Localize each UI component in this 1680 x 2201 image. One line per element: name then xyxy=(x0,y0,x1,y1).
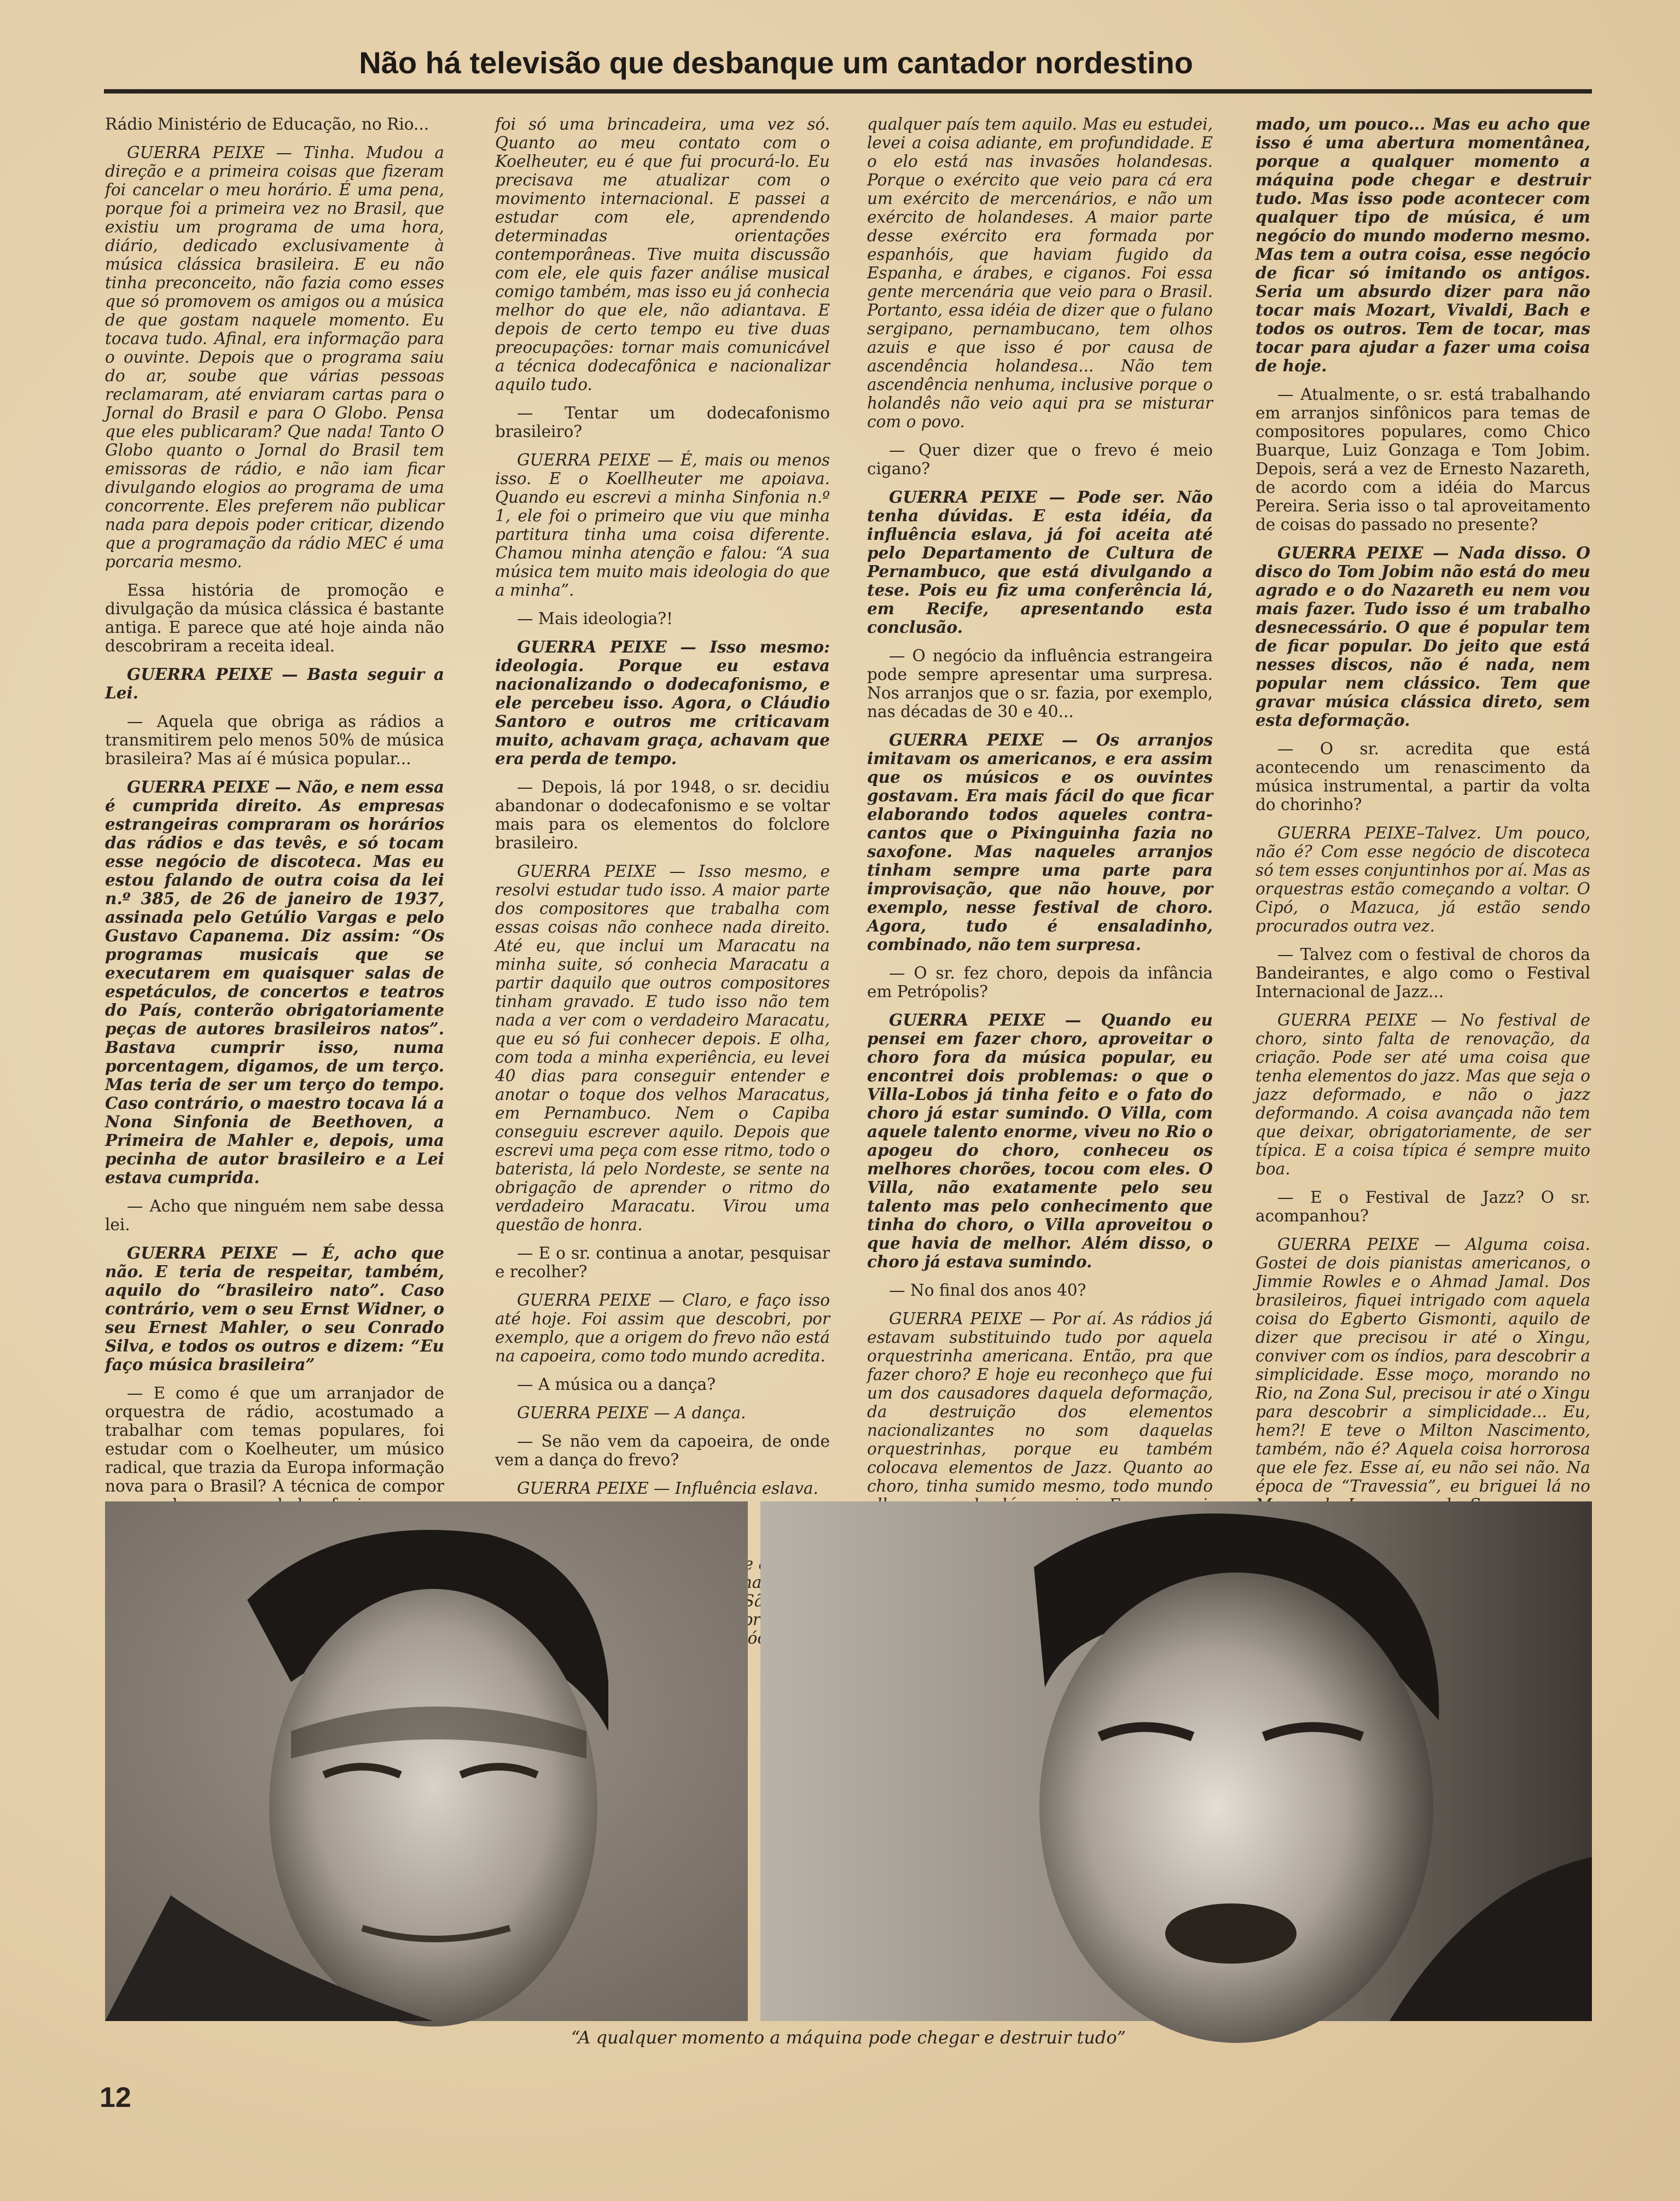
text-column-3 xyxy=(867,115,1213,1495)
paragraph: — Depois, lá por 1948, o sr. decidiu abandonar o dodecafonismo e se voltar mais para os elementos do folclore brasileiro. xyxy=(495,778,830,852)
paragraph: GUERRA PEIXE — Os arranjos imitavam os americanos, e era assim que os músicos e os ouvintes gostavam. Era mais fácil do que ficar elaborando todos aqueles contra-cantos que o Pixinguinha fazia no saxofone. Mas naqueles arranjos tinham sempre uma parte para improvisação, que não houve, por exemplo, nesse festival de choro. Agora, tudo é ensaladinho, combinado, não tem surpresa. xyxy=(867,730,1213,954)
paragraph: GUERRA PEIXE — Influência eslava. xyxy=(517,1479,818,1498)
paragraph: na São negócio xyxy=(717,1573,782,1647)
paragraph: mado, um pouco... Mas eu acho que isso é uma abertura momentânea, porque a qualquer momento a máquina pode chegar e destruir tudo. Mas isso pode acontecer com qualquer tipo de música, é um negócio do mundo moderno mesmo. Mas tem a outra coisa, esse negócio de ficar só imitando os antigos. Seria um absurdo dizer para não tocar mais Mozart, Vivaldi, Bach e todos os outros. Tem de tocar, mas tocar para ajudar a fazer uma coisa de hoje. xyxy=(1255,114,1590,375)
paragraph: — Atualmente, o sr. está trabalhando em arranjos sinfônicos para temas de compositores populares, como Chico Buarque, Luiz Gonzaga e Tom Jobim. Depois, será a vez de Ernesto Nazareth, de acordo com a idéia do Marcus Pereira. Seria isso o tal aproveitamento de coisas do passado no presente? xyxy=(1255,385,1590,534)
paragraph: GUERRA PEIXE — Não, e nem essa é cumprida direito. As empresas estrangeiras compraram os horários das rádios e das tevês, e só tocam esse negócio de discoteca. Mas eu estou falando de outra coisa da lei n.º 385, de 26 de janeiro de 1937, assinada pelo Getúlio Vargas e pelo Gustavo Capanema. Diz assim: “Os programas musicais que se executarem em quaisquer salas de espetáculos, de concertos e teatros do País, conterão obrigatoriamente peças de autores brasileiros natos”. Bastava cumprir isso, numa porcentagem, digamos, de um terço. Mas teria de ser um terço do tempo. Caso contrário, o maestro tocava lá a Nona Sinfonia de Beethoven, a Primeira de Mahler e, depois, uma pecinha de autor brasileiro e a Lei estava cumprida. xyxy=(105,777,444,1187)
paragraph: GUERRA PEIXE — É, mais ou menos isso. E o Koellheuter me apoiava. Quando eu escrevi a minha Sinfonia n.º 1, ele foi o primeiro que viu que minha partitura tinha uma coisa diferente. Chamou minha atenção e falou: “A sua música tem muito mais ideologia do que a minha”. xyxy=(495,451,830,599)
paragraph: GUERRA PEIXE — Isso mesmo, e resolvi estudar tudo isso. A maior parte dos compositores que trabalha com essas coisas não conhece nada direito. Até eu, que inclui um Maracatu na minha suite, só conhecia Maracatu a partir daquilo que outros compositores tinham gravado. E tudo isso não tem nada a ver com o verdadeiro Maracatu, que eu só fui conhecer depois. E olha, com toda a minha experiência, eu levei 40 dias para conseguir entender e anotar o toque dos velhos Maracatus, em Pernambuco. Nem o Capiba conseguiu escrever aquilo. Depois que escrevi uma peça com esse ritmo, todo o baterista, lá pelo Nordeste, se sente na obrigação de aprender o ritmo do verdadeiro Maracatu. Virou uma questão de honra. xyxy=(495,862,830,1234)
text-column-2 xyxy=(495,115,830,1647)
paragraph: — E como é que um arranjador de orquestra de rádio, acostumado a trabalhar com temas populares, foi estudar com o Koelheuter, um músico radical, que trazia da Europa informação nova para o Brasil? A técnica de compor xyxy=(105,1384,444,1495)
paragraph: Rádio Ministério de Educação, no Rio... xyxy=(105,115,429,133)
paragraph: GUERRA PEIXE — A dança. xyxy=(517,1404,746,1422)
paragraph: — O sr. fez choro, depois da infância em Petrópolis? xyxy=(867,964,1213,1001)
paragraph: GUERRA PEIXE — No festival de choro, sinto falta de renovação, da criação. Pode ser até uma coisa que tenha elementos do jazz. Mas que seja o jazz deformado, e não o jazz deformando. A coisa avançada não tem que deixar, obrigatoriamente, de ser típica. E a coisa típica é sempre muito boa. xyxy=(1255,1011,1590,1178)
paragraph: GUERRA PEIXE — Quando eu pensei em fazer choro, aproveitar o choro fora da música popular, eu encontrei dois problemas: o que o Villa-Lobos já tinha feito e o fato do choro já estar sumindo. O Villa, com aquele talento enorme, viveu no Rio o apogeu do choro, conheceu os melhores chorões, tocou com eles. O Villa, não exatamente pelo seu talento mas pelo conhecimento que tinha do choro, o Villa aproveitou o que havia de melhor. Além disso, o choro já estava sumindo. xyxy=(867,1010,1213,1271)
paragraph: — No final dos anos 40? xyxy=(889,1281,1086,1300)
photo-caption: “A qualquer momento a máquina pode chegar e destruir tudo” xyxy=(571,2027,1126,2048)
paragraph: — Quer dizer que o frevo é meio cigano? xyxy=(867,441,1213,478)
paragraph: — Se não vem da capoeira, de onde vem a dança do frevo? xyxy=(495,1432,830,1469)
paragraph: GUERRA PEIXE — Pode ser. Não tenha dúvidas. E esta idéia, da influência eslava, já foi aceita até pelo Departamento de Cultura de Pernambuco, que está divulgando a tese. Pois eu fiz uma conferência lá, em Recife, apresentando esta conclusão. xyxy=(867,487,1213,637)
paragraph: — Mais ideologia?! xyxy=(517,609,673,628)
paragraph: — Talvez com o festival de choros da Bandeirantes, e algo como o Festival Internacional de Jazz... xyxy=(1255,945,1590,1001)
paragraph: foi só uma brincadeira, uma vez só. Quanto ao meu contato com o Koelheuter, eu é que fui procurá-lo. Eu precisava me atualizar com o movimento internacional. E passei a estudar com ele, aprendendo determinadas orientações contemporâneas. Tive muita discussão com ele, ele quis fazer análise musical comigo também, mas isso eu já conhecia melhor do que ele, não adiantava. E depois de certo tempo eu tive duas preocupações: tornar mais comunicável a técnica dodecafônica e nacionalizar aquilo tudo. xyxy=(495,115,830,394)
paragraph: GUERRA PEIXE — Nada disso. O disco do Tom Jobim não está do meu agrado e o do Nazareth eu nem vou mais fazer. Tudo isso é um trabalho desnecessário. O que é popular tem de ficar popular. Do jeito que está nesses discos, não é nada, nem popular nem clássico. Tem que gravar música clássica direto, sem esta deformação. xyxy=(1255,543,1590,730)
photo-portrait-right xyxy=(760,1501,1592,2021)
paragraph: — E o sr. continua a anotar, pesquisar e recolher? xyxy=(495,1244,830,1281)
paragraph: GUERRA PEIXE — Claro, e faço isso até hoje. Foi assim que descobri, por exemplo, que a origem do frevo não está na capoeira, como todo mundo acredita. xyxy=(495,1291,830,1365)
photo-portrait-left xyxy=(105,1501,748,2021)
page-number: 12 xyxy=(100,2082,131,2113)
title-rule xyxy=(104,89,1592,94)
text-column-1 xyxy=(105,115,444,1495)
paragraph: Essa história de promoção e divulgação da música clássica é bastante antiga. E parece que até hoje ainda não descobriram a receita ideal. xyxy=(105,581,444,655)
paragraph: — A música ou a dança? xyxy=(517,1375,716,1394)
paragraph: — E o Festival de Jazz? O sr. acompanhou? xyxy=(1255,1188,1590,1225)
paragraph: — O sr. acredita que está acontecendo um renascimento da música instrumental, a partir da volta do chorinho? xyxy=(1255,740,1590,814)
paragraph: GUERRA PEIXE — Isso mesmo: ideologia. Porque eu estava nacionalizando o dodecafonismo, e ele percebeu isso. Agora, o Cláudio Santoro e outros me criticavam muito, achavam graça, achavam que era perda de tempo. xyxy=(495,637,830,768)
paragraph: GUERRA PEIXE–Talvez. Um pouco, não é? Com esse negócio de discoteca só tem esses conjuntinhos por aí. Mas as orquestras estão começando a voltar. O Cipó, o Mazuca, já estão sendo procurados outra vez. xyxy=(1255,824,1590,935)
article-title: Não há televisão que desbanque um cantador nordestino xyxy=(359,45,1193,80)
paragraph: GUERRA PEIXE — É, acho que não. E teria de respeitar, também, aquilo do “brasileiro nato”. Caso contrário, vem o seu Ernst Widner, o seu Ernest Mahler, o seu Conrado Silva, e todos os outros e dizem: “Eu faço música brasileira” xyxy=(105,1243,444,1374)
paragraph: — O negócio da influência estrangeira pode sempre apresentar uma surpresa. Nos arranjos que o sr. fazia, por exemplo, nas décadas de 30 e 40... xyxy=(867,647,1213,721)
paragraph: qualquer país tem aquilo. Mas eu estudei, levei a coisa adiante, em profundidade. E o elo está nas invasões holandesas. Porque o exército que veio para cá era um exército de mercenários, e não um exército de holandeses. A maior parte desse exército era formada por espanhóis, que haviam fugido da Espanha, e árabes, e ciganos. Foi essa gente mercenária que veio para o Brasil. Portanto, essa idéia de dizer que o fulano sergipano, pernambucano, tem olhos azuis e que isso é por causa de ascendência holandesa... Não tem ascendência nenhuma, inclusive porque o holandês não veio aqui pra se misturar com o povo. xyxy=(867,115,1213,431)
text-column-4 xyxy=(1255,114,1590,1495)
paragraph: — Tentar um dodecafonismo brasileiro? xyxy=(495,404,830,441)
paragraph: — Acho que ninguém nem sabe dessa lei. xyxy=(105,1197,444,1234)
paragraph: GUERRA PEIXE — Basta seguir a Lei. xyxy=(105,665,444,702)
paragraph: — Aquela que obriga as rádios a transmitirem pelo menos 50% de música brasileira? Mas aí é música popular... xyxy=(105,712,444,768)
paragraph: GUERRA PEIXE — Por aí. As rádios já estavam substituindo tudo por aquela orquestrinha americana. Então, pra que fazer choro? E hoje eu reconheço que fui um dos causadores daquela deformação, da destruição dos elementos nacionalizantes no som daquelas orquestrinhas, porque eu também colocava elementos de Jazz. Quanto ao choro, tinha sumido mesmo, todo mundo xyxy=(867,1309,1213,1495)
paragraph: GUERRA PEIXE — Alguma coisa. Gostei de dois pianistas americanos, o Jimmie Rowles e o Ahmad Jamal. Dos brasileiros, fiquei intrigado com aquela coisa do Egberto Gismonti, aquilo de dizer que precisou ir até o Xingu, conviver com os índios, para descobrir a simplicidade. Esse moço, morando no Rio, na Zona Sul, precisou ir até o Xingu para descobrir a simplicidade... Eu, hem?! E teve o Milton Nascimento, também, não é? Aquela coisa horrorosa que ele fez. Esse aí, eu não sei não. Na época de “Travessia”, eu briguei lá no xyxy=(1255,1235,1590,1495)
paragraph: GUERRA PEIXE — Tinha. Mudou a direção e a primeira coisas que fizeram foi cancelar o meu horário. É uma pena, porque foi a primeira vez no Brasil, que existiu um programa de uma hora, diário, dedicado exclusivamente à música clássica brasileira. E eu não tinha preconceito, não fazia como esses que só promovem os amigos ou a música de que gostam naquele momento. Eu tocava tudo. Afinal, era informação para o ouvinte. Depois que o programa saiu do ar, soube que várias pessoas reclamaram, até enviaram cartas para o Jornal do Brasil e para O Globo. Pensa que eles publicaram? Que nada! Tanto O Globo quanto o Jornal do Brasil tem emissoras de rádio, e não iam ficar divulgando elogios ao programa de uma concorrente. Eles preferem não publicar nada para depois poder criticar, dizendo que a programação da rádio MEC é uma porcaria mesmo. xyxy=(105,143,444,571)
